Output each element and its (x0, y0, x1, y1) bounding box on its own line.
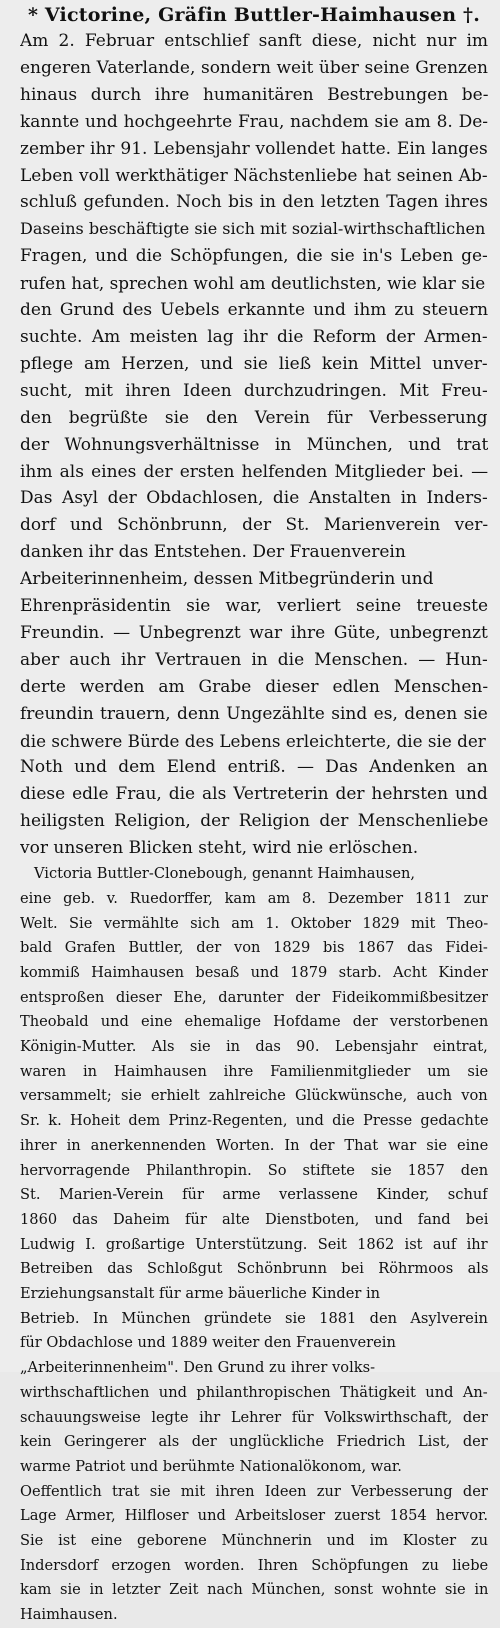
text-line: derte werden am Grabe dieser edlen Menschen- (20, 676, 488, 697)
text-line: Oeffentlich trat sie mit ihren Ideen zur Verbesserung der (20, 1482, 488, 1500)
text-line: zember ihr 91. Lebensjahr vollendet hatte. Ein langes (20, 138, 488, 159)
text-line: schluß gefunden. Noch bis in den letzten Tagen ihres (20, 192, 488, 213)
text-line: Am 2. Februar entschlief sanft diese, nicht nur im (20, 31, 488, 51)
text-line: wirthschaftlichen und philanthropischen Thätigkeit und An- (20, 1383, 488, 1401)
text-line: Arbeiterinnenheim, dessen Mitbegründerin und (20, 569, 434, 590)
text-line: heiligsten Religion, der Religion der Menschenliebe (20, 811, 488, 832)
text-line: Königin-Mutter. Als sie in das 90. Lebensjahr eintrat, (20, 1038, 488, 1056)
text-line: „Arbeiterinnenheim". Den Grund zu ihrer volks- (20, 1359, 376, 1377)
text-line: Lage Armer, Hilfloser und Arbeitsloser zuerst 1854 hervor. (20, 1507, 488, 1525)
text-line: kommiß Haimhausen besaß und 1879 starb. Acht Kinder (20, 963, 488, 981)
text-line: schauungsweise legte ihr Lehrer für Volkswirthschaft, der (20, 1408, 488, 1426)
obituary-paragraph-2 (20, 862, 488, 1628)
text-line: Welt. Sie vermählte sich am 1. Oktober 1829 mit Theo- (20, 914, 488, 932)
text-line: Ehrenpräsidentin sie war, verliert seine treueste (20, 596, 488, 617)
text-line: waren in Haimhausen ihre Familienmitglieder um sie (20, 1062, 488, 1080)
text-line: Das Asyl der Obdachlosen, die Anstalten in Inders- (20, 488, 488, 509)
text-line: Betreiben das Schloßgut Schönbrunn bei Röhrmoos als (20, 1260, 488, 1278)
text-line: Erziehungsanstalt für arme bäuerliche Kinder in (20, 1285, 381, 1303)
text-line: Noth und dem Elend entriß. — Das Andenken an (20, 757, 488, 778)
text-line: warme Patriot und berühmte Nationalökonom, war. (20, 1457, 402, 1475)
text-line: hervorragende Philanthropin. So stiftete sie 1857 den (20, 1161, 488, 1179)
text-line: kam sie in letzter Zeit nach München, sonst wohnte sie in (20, 1581, 488, 1599)
text-line: Fragen, und die Schöpfungen, die sie in's Leben ge- (20, 246, 488, 267)
text-line: 1860 das Daheim für alte Dienstboten, und fand bei (20, 1210, 488, 1228)
text-line: Indersdorf erzogen worden. Ihren Schöpfungen zu liebe (20, 1556, 488, 1574)
text-line: dorf und Schönbrunn, der St. Marienverein ver- (20, 515, 488, 536)
text-line: diese edle Frau, die als Vertreterin der hehrsten und (20, 784, 488, 805)
text-line: St. Marien-Verein für arme verlassene Kinder, schuf (20, 1186, 488, 1204)
text-line: engeren Vaterlande, sondern weit über seine Grenzen (20, 57, 488, 78)
text-line: sucht, mit ihren Ideen durchzudringen. Mit Freu- (20, 380, 488, 401)
text-line: eine geb. v. Ruedorffer, kam am 8. Dezember 1811 zur (20, 889, 488, 907)
text-line: Victoria Buttler-Clonebough, genannt Haimhausen, (34, 865, 415, 883)
obituary-paragraph-1 (20, 28, 488, 862)
text-line: den begrüßte sie den Verein für Verbesserung (20, 407, 488, 428)
text-line: hinaus durch ihre humanitären Bestrebungen be- (20, 84, 488, 105)
obituary-headline: * Victorine, Gräfin Buttler-Haimhausen †. (27, 4, 481, 26)
text-line: Betrieb. In München gründete sie 1881 den Asylverein (20, 1309, 488, 1327)
text-line: kein Geringerer als der unglückliche Friedrich List, der (20, 1433, 488, 1451)
text-line: Leben voll werkthätiger Nächstenliebe hat seinen Ab- (20, 165, 488, 186)
text-line: suchte. Am meisten lag ihr die Reform der Armen- (20, 326, 488, 347)
text-line: entsproßen dieser Ehe, darunter der Fideikommißbesitzer (20, 988, 488, 1006)
text-line: Sie ist eine geborene Münchnerin und im Kloster zu (20, 1532, 488, 1550)
text-line: die schwere Bürde des Lebens erleichterte, die sie der (20, 730, 486, 751)
text-line: den Grund des Uebels erkannte und ihm zu steuern (20, 300, 488, 321)
text-line: danken ihr das Entstehen. Der Frauenverein (20, 542, 406, 563)
text-line: versammelt; sie erhielt zahlreiche Glückwünsche, auch von (20, 1087, 488, 1105)
text-line: vor unseren Blicken steht, wird nie erlöschen. (20, 838, 419, 859)
text-line: pflege am Herzen, und sie ließ kein Mittel unver- (20, 353, 488, 374)
text-line: für Obdachlose und 1889 weiter den Frauenverein (20, 1334, 396, 1352)
text-line: ihm als eines der ersten helfenden Mitglieder bei. — (20, 461, 488, 482)
text-line: bald Grafen Buttler, der von 1829 bis 1867 das Fidei- (20, 939, 488, 957)
text-line: Sr. k. Hoheit dem Prinz-Regenten, und die Presse gedachte (20, 1112, 488, 1130)
text-line: Haimhausen. (20, 1606, 118, 1624)
text-line: der Wohnungsverhältnisse in München, und trat (20, 434, 488, 455)
text-line: Theobald und eine ehemalige Hofdame der verstorbenen (20, 1013, 488, 1031)
text-line: Freundin. — Unbegrenzt war ihre Güte, unbegrenzt (20, 622, 488, 643)
text-line: Ludwig I. großartige Unterstützung. Seit 1862 ist auf ihr (20, 1235, 488, 1253)
text-line: freundin trauern, denn Ungezählte sind es, denen sie (20, 703, 488, 724)
text-line: rufen hat, sprechen wohl am deutlichsten, wie klar sie (20, 273, 486, 294)
text-line: aber auch ihr Vertrauen in die Menschen. — Hun- (20, 649, 488, 670)
text-line: Daseins beschäftigte sie sich mit sozial-wirthschaftlichen (20, 219, 486, 239)
text-line: ihrer in anerkennenden Worten. In der That war sie eine (20, 1136, 488, 1154)
text-line: kannte und hochgeehrte Frau, nachdem sie am 8. De- (20, 111, 488, 132)
